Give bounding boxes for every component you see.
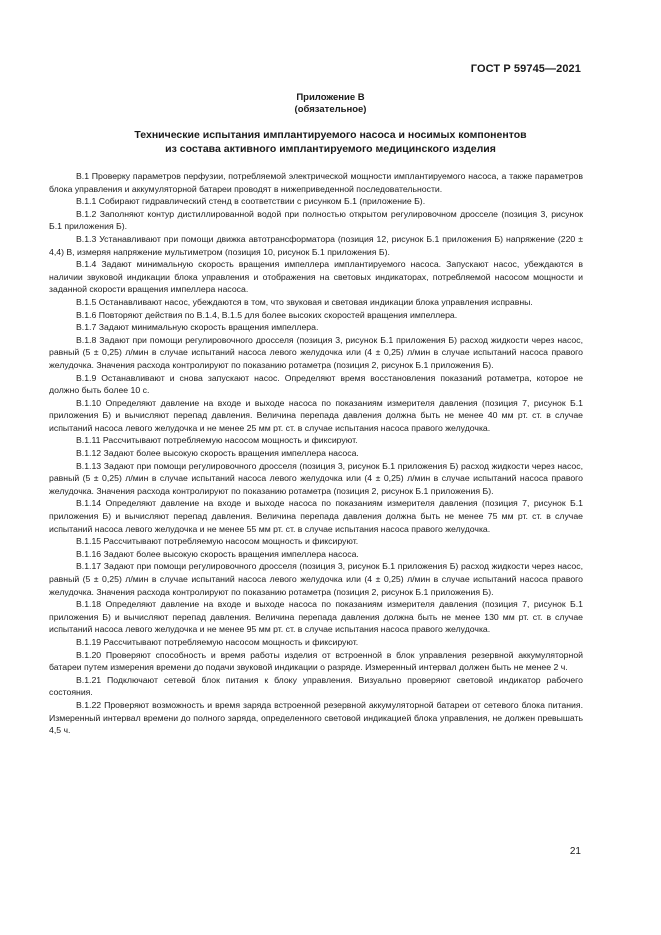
paragraph: В.1.10 Определяют давление на входе и выходе насоса по показаниям измерителя давления (позиция 7, рисунок Б.1 приложения Б) и вычисляют перепад давления. Величина перепада давления должна быть не менее 40 мм рт. ст. в случае испытаний насоса левого желудочка и не менее 25 мм рт. ст. в случае испытания насоса правого желудочка. bbox=[49, 397, 583, 433]
paragraph: В.1.18 Определяют давление на входе и выходе насоса по показаниям измерителя давления (позиция 7, рисунок Б.1 приложения Б) и вычисляют перепад давления. Величина перепада давления должна быть не менее 130 мм рт. ст. в случае испытаний насоса левого желудочка и не менее 95 мм рт. ст. в случае испытания насоса правого желудочка. bbox=[49, 599, 583, 635]
paragraph: В.1.19 Рассчитывают потребляемую насосом мощность и фиксируют. bbox=[76, 636, 359, 647]
paragraph: В.1.3 Устанавливают при помощи движка автотрансформатора (позиция 12, рисунок Б.1 приложения Б) напряжение (220 ± 4,4) В, измеряя напряжение мультиметром (позиция 10, рисунок Б.1 приложения Б). bbox=[49, 233, 583, 257]
section-title bbox=[80, 128, 581, 156]
paragraph: В.1.20 Проверяют способность и время работы изделия от встроенной в блок управления резервной аккумуляторной батареи путем измерения времени до подачи звуковой индикации о разряде. Измеренный интервал должен быть не менее 2 ч. bbox=[49, 649, 583, 673]
standard-designation: ГОСТ Р 59745—2021 bbox=[470, 63, 581, 75]
paragraph: В.1.15 Рассчитывают потребляемую насосом мощность и фиксируют. bbox=[76, 536, 359, 547]
paragraph: В.1.5 Останавливают насос, убеждаются в том, что звуковая и световая индикации блока управления исправны. bbox=[76, 296, 533, 307]
paragraph: В.1.16 Задают более высокую скорость вращения импеллера насоса. bbox=[76, 548, 359, 559]
paragraph: В.1.2 Заполняют контур дистиллированной водой при полностью открытом регулировочном дросселе (позиция 3, рисунок Б.1 приложения Б). bbox=[49, 208, 583, 232]
paragraph: В.1.11 Рассчитывают потребляемую насосом мощность и фиксируют. bbox=[76, 435, 358, 446]
paragraph: В.1.21 Подключают сетевой блок питания к блоку управления. Визуально проверяют световой индикатор рабочего состояния. bbox=[49, 674, 583, 698]
page-number: 21 bbox=[569, 846, 581, 857]
annex-title: Приложение В bbox=[296, 92, 365, 103]
paragraph: В.1.12 Задают более высокую скорость вращения импеллера насоса. bbox=[76, 448, 359, 459]
paragraph: В.1.4 Задают минимальную скорость вращения импеллера имплантируемого насоса. Запускают насос, убеждаются в наличии звуковой индикации блока управления и отображения на световых индикаторах, потребляемой насосом мощности и заданной скорости вращения импеллера насоса. bbox=[49, 259, 583, 295]
paragraph: В.1.6 Повторяют действия по В.1.4, В.1.5 для более высоких скоростей вращения импеллера. bbox=[76, 309, 458, 320]
paragraph: В.1.14 Определяют давление на входе и выходе насоса по показаниям измерителя давления (позиция 7, рисунок Б.1 приложения Б) и вычисляют перепад давления. Величина перепада давления должна быть не менее 75 мм рт. ст. в случае испытаний насоса левого желудочка и не менее 55 мм рт. ст. в случае испытания насоса правого желудочка. bbox=[49, 498, 583, 534]
paragraph: В.1.1 Собирают гидравлический стенд в соответствии с рисунком Б.1 (приложение Б). bbox=[76, 196, 426, 207]
annex-heading bbox=[0, 92, 661, 116]
paragraph: В.1.13 Задают при помощи регулировочного дросселя (позиция 3, рисунок Б.1 приложения Б) расход жидкости через насос, равный (5 ± 0,25) л/мин в случае испытаний насоса левого желудочка или (4 ± 0,25) л/мин в случае испытаний насоса правого желудочка. Значения расхода контролируют по показанию ротаметра (позиция 2, рисунок Б.1 приложения Б). bbox=[49, 460, 583, 496]
annex-status: (обязательное) bbox=[294, 104, 367, 115]
section-title-line-2: из состава активного имплантируемого медицинского изделия bbox=[165, 143, 496, 155]
paragraph: В.1.22 Проверяют возможность и время заряда встроенной резервной аккумуляторной батареи от сетевого блока питания. Измеренный интервал времени до полного заряда, определенного световой индикацией блока управления, не должен превышать 4,5 ч. bbox=[49, 699, 583, 736]
body-text bbox=[49, 170, 583, 737]
paragraph: В.1.7 Задают минимальную скорость вращения импеллера. bbox=[76, 322, 319, 333]
paragraph: В.1.9 Останавливают и снова запускают насос. Определяют время восстановления показаний ротаметра, которое не должно быть более 10 с. bbox=[49, 372, 583, 396]
paragraph: В.1 Проверку параметров перфузии, потребляемой электрической мощности имплантируемого насоса, а также параметров блока управления и аккумуляторной батареи проводят в нижеприведенной последовательности. bbox=[49, 171, 583, 194]
paragraph: В.1.17 Задают при помощи регулировочного дросселя (позиция 3, рисунок Б.1 приложения Б) расход жидкости через насос, равный (5 ± 0,25) л/мин в случае испытаний насоса левого желудочка или (4 ± 0,25) л/мин в случае испытаний насоса правого желудочка. Значения расхода контролируют по показанию ротаметра (позиция 2, рисунок Б.1 приложения Б). bbox=[49, 561, 583, 597]
section-title-line-1: Технические испытания имплантируемого насоса и носимых компонентов bbox=[134, 129, 527, 141]
paragraph: В.1.8 Задают при помощи регулировочного дросселя (позиция 3, рисунок Б.1 приложения Б) расход жидкости через насос, равный (5 ± 0,25) л/мин в случае испытаний насоса левого желудочка или (4 ± 0,25) л/мин в случае испытаний насоса правого желудочка. Значения расхода контролируют по показанию ротаметра (позиция 2, рисунок Б.1 приложения Б). bbox=[49, 334, 583, 370]
